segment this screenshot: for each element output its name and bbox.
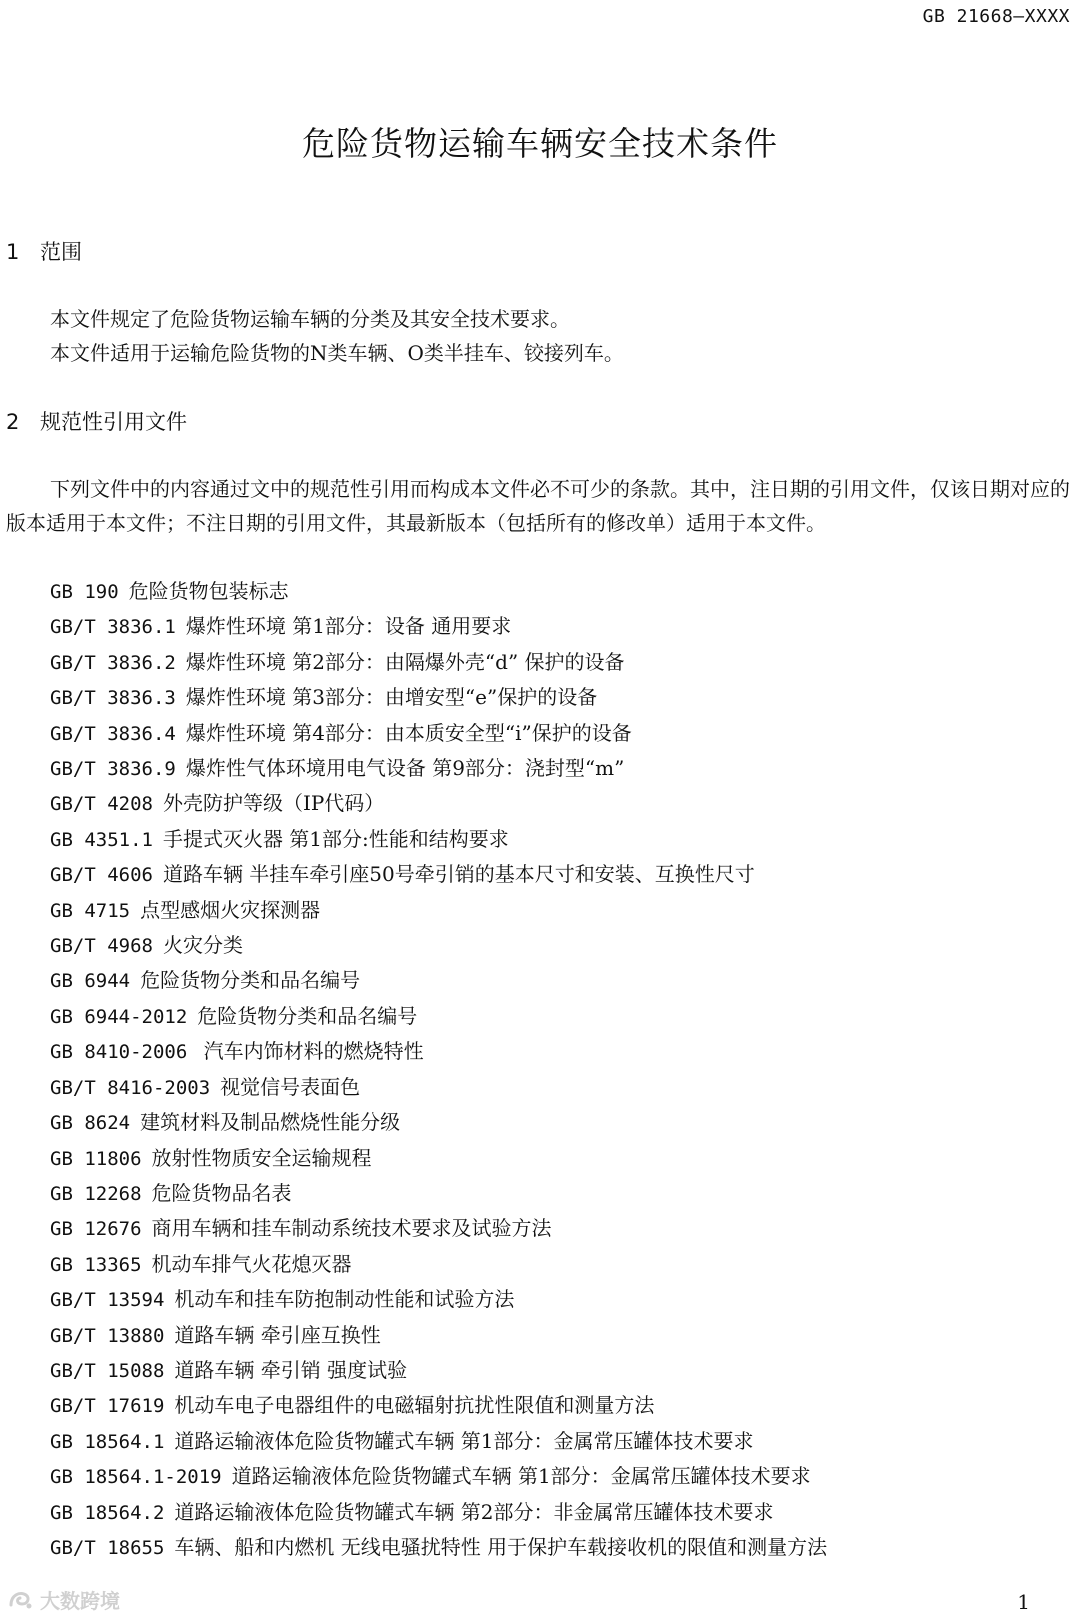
reference-title: 视觉信号表面色 bbox=[220, 1074, 361, 1099]
reference-item bbox=[50, 1070, 827, 1105]
reference-item bbox=[50, 786, 827, 821]
scope-paragraph-1: 本文件规定了危险货物运输车辆的分类及其安全技术要求。 bbox=[50, 307, 570, 331]
section-2-heading bbox=[6, 406, 187, 436]
reference-title: 道路运输液体危险货物罐式车辆 第1部分：金属常压罐体技术要求 bbox=[231, 1464, 811, 1489]
reference-code: GB 4715 bbox=[50, 899, 131, 922]
reference-title: 爆炸性环境 第1部分：设备 通用要求 bbox=[185, 614, 512, 639]
reference-title: 道路运输液体危险货物罐式车辆 第2部分：非金属常压罐体技术要求 bbox=[174, 1499, 774, 1524]
section-2-number: 2 bbox=[6, 410, 20, 434]
reference-code: GB 4351.1 bbox=[50, 828, 153, 851]
references-intro-paragraph: 下列文件中的内容通过文中的规范性引用而构成本文件必不可少的条款。其中，注日期的引用文件，仅该日期对应的版本适用于本文件；不注日期的引用文件，其最新版本（包括所有的修改单）适用于本文件。 bbox=[6, 477, 1070, 535]
reference-item bbox=[50, 609, 827, 644]
reference-code: GB/T 3836.4 bbox=[50, 722, 176, 745]
reference-item bbox=[50, 1141, 827, 1176]
reference-code: GB/T 13594 bbox=[50, 1289, 165, 1312]
reference-item bbox=[50, 822, 827, 857]
reference-code: GB/T 17619 bbox=[50, 1395, 165, 1418]
document-title: 危险货物运输车辆安全技术条件 bbox=[302, 124, 778, 163]
reference-code: GB/T 3836.2 bbox=[50, 651, 176, 674]
reference-code: GB/T 13880 bbox=[50, 1324, 165, 1347]
reference-title: 危险货物分类和品名编号 bbox=[197, 1003, 418, 1028]
reference-title: 外壳防护等级（IP代码） bbox=[162, 791, 385, 816]
reference-code: GB/T 3836.1 bbox=[50, 616, 176, 639]
reference-title: 手提式灭火器 第1部分:性能和结构要求 bbox=[162, 826, 509, 851]
reference-item bbox=[50, 1388, 827, 1423]
reference-item bbox=[50, 1105, 827, 1140]
reference-code: GB 18564.1 bbox=[50, 1430, 165, 1453]
reference-code: GB/T 4208 bbox=[50, 793, 153, 816]
reference-title: 点型感烟火灾探测器 bbox=[140, 897, 321, 922]
reference-code: GB 6944-2012 bbox=[50, 1005, 188, 1028]
reference-code: GB 13365 bbox=[50, 1253, 142, 1276]
section-1-number: 1 bbox=[6, 240, 20, 264]
reference-code: GB 18564.2 bbox=[50, 1501, 165, 1524]
reference-title: 火灾分类 bbox=[162, 933, 243, 958]
section-1-body bbox=[6, 302, 1070, 370]
reference-title: 危险货物品名表 bbox=[151, 1180, 292, 1205]
watermark-text: 大数跨境 bbox=[40, 1589, 120, 1613]
section-2-title: 规范性引用文件 bbox=[40, 410, 187, 434]
reference-item bbox=[50, 1282, 827, 1317]
reference-item bbox=[50, 716, 827, 751]
reference-title: 道路车辆 牵引销 强度试验 bbox=[174, 1357, 408, 1382]
reference-code: GB/T 3836.3 bbox=[50, 687, 176, 710]
reference-code: GB/T 15088 bbox=[50, 1359, 165, 1382]
reference-code: GB/T 4968 bbox=[50, 935, 153, 958]
watermark bbox=[8, 1585, 120, 1614]
reference-item bbox=[50, 1495, 827, 1530]
reference-title: 机动车和挂车防抱制动性能和试验方法 bbox=[174, 1287, 515, 1312]
reference-title: 道路车辆 半挂车牵引座50号牵引销的基本尺寸和安装、互换性尺寸 bbox=[162, 862, 755, 887]
reference-title: 爆炸性气体环境用电气设备 第9部分：浇封型“m” bbox=[185, 756, 625, 781]
reference-item bbox=[50, 999, 827, 1034]
reference-item bbox=[50, 1353, 827, 1388]
section-1-heading bbox=[6, 236, 82, 266]
reference-item bbox=[50, 645, 827, 680]
reference-title: 机动车电子电器组件的电磁辐射抗扰性限值和测量方法 bbox=[174, 1393, 655, 1418]
reference-title: 爆炸性环境 第3部分：由增安型“e”保护的设备 bbox=[185, 685, 598, 710]
reference-item bbox=[50, 928, 827, 963]
reference-item bbox=[50, 680, 827, 715]
reference-code: GB/T 8416-2003 bbox=[50, 1076, 211, 1099]
reference-title: 道路运输液体危险货物罐式车辆 第1部分：金属常压罐体技术要求 bbox=[174, 1428, 754, 1453]
reference-item bbox=[50, 893, 827, 928]
reference-title: 车辆、船和内燃机 无线电骚扰特性 用于保护车载接收机的限值和测量方法 bbox=[174, 1534, 828, 1559]
reference-code: GB/T 18655 bbox=[50, 1536, 165, 1559]
brand-logo-icon bbox=[8, 1589, 34, 1611]
reference-code: GB/T 3836.9 bbox=[50, 758, 176, 781]
reference-item bbox=[50, 857, 827, 892]
reference-title: 危险货物包装标志 bbox=[128, 579, 289, 603]
standard-code: GB 21668—XXXX bbox=[922, 6, 1070, 27]
reference-title: 爆炸性环境 第4部分：由本质安全型“i”保护的设备 bbox=[185, 720, 632, 745]
reference-item bbox=[50, 963, 827, 998]
reference-title: 放射性物质安全运输规程 bbox=[151, 1145, 372, 1170]
reference-title: 建筑材料及制品燃烧性能分级 bbox=[140, 1110, 401, 1135]
reference-item bbox=[50, 1318, 827, 1353]
reference-item bbox=[50, 1530, 827, 1565]
reference-item bbox=[50, 1034, 827, 1069]
page-number: 1 bbox=[1017, 1590, 1030, 1614]
reference-item bbox=[50, 751, 827, 786]
scope-paragraph-2: 本文件适用于运输危险货物的N类车辆、O类半挂车、铰接列车。 bbox=[50, 341, 624, 365]
reference-item bbox=[50, 1211, 827, 1246]
section-1-title: 范围 bbox=[40, 240, 82, 264]
reference-item bbox=[50, 1247, 827, 1282]
reference-title: 商用车辆和挂车制动系统技术要求及试验方法 bbox=[151, 1216, 552, 1241]
reference-item bbox=[50, 574, 827, 609]
reference-code: GB 8624 bbox=[50, 1112, 131, 1135]
reference-code: GB 18564.1-2019 bbox=[50, 1466, 222, 1489]
reference-code: GB 12268 bbox=[50, 1182, 142, 1205]
reference-code: GB 190 bbox=[50, 581, 119, 603]
reference-title: 汽车内饰材料的燃烧特性 bbox=[197, 1039, 424, 1064]
reference-item bbox=[50, 1459, 827, 1494]
reference-title: 危险货物分类和品名编号 bbox=[140, 968, 361, 993]
reference-code: GB 12676 bbox=[50, 1218, 142, 1241]
reference-item bbox=[50, 1424, 827, 1459]
reference-title: 机动车排气火花熄灭器 bbox=[151, 1251, 352, 1276]
section-2-intro bbox=[6, 472, 1070, 540]
reference-title: 道路车辆 牵引座互换性 bbox=[174, 1322, 381, 1347]
normative-references-list bbox=[50, 574, 827, 1565]
reference-code: GB 11806 bbox=[50, 1147, 142, 1170]
reference-code: GB 8410-2006 bbox=[50, 1041, 188, 1064]
reference-title: 爆炸性环境 第2部分：由隔爆外壳“d” 保护的设备 bbox=[185, 649, 625, 674]
reference-code: GB 6944 bbox=[50, 970, 131, 993]
reference-code: GB/T 4606 bbox=[50, 864, 153, 887]
reference-item bbox=[50, 1176, 827, 1211]
